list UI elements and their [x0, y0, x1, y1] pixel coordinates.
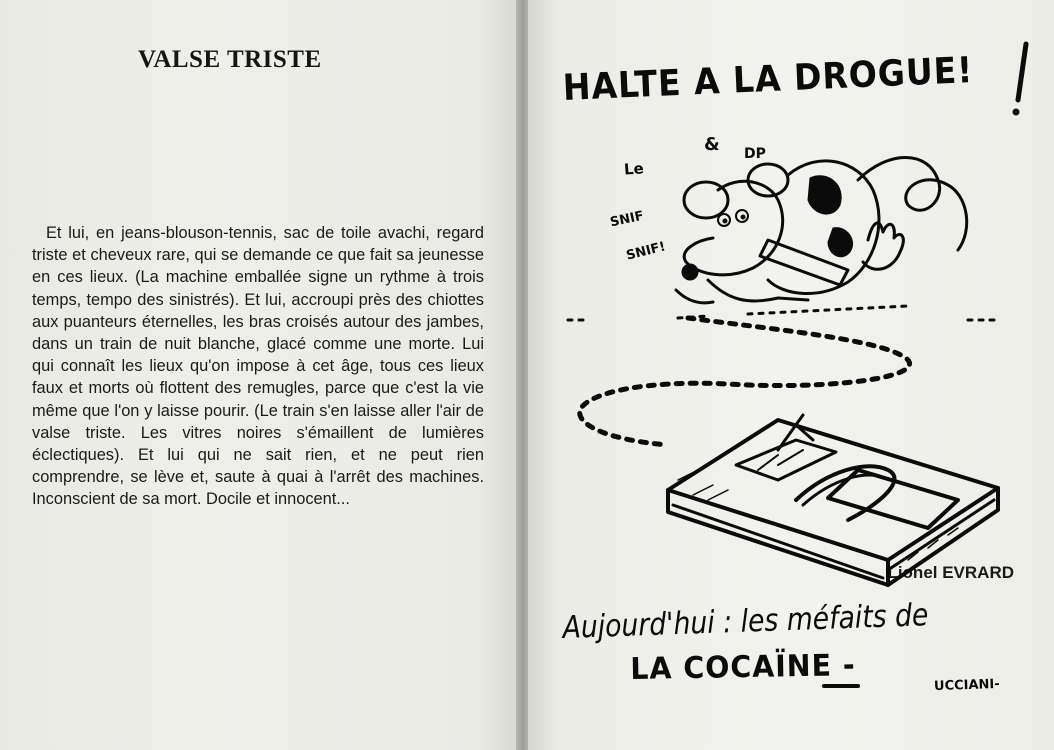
poem-title: VALSE TRISTE — [138, 46, 322, 73]
cartoonist-signature: UCCIANI- — [933, 676, 1000, 695]
trap-top — [668, 420, 998, 560]
rat-figure — [568, 158, 998, 321]
snif-text-1: SNIF — [608, 208, 646, 231]
cartoon-caption-line1: Aujourd'hui : les méfaits de — [562, 597, 929, 646]
rat-tail — [858, 158, 967, 251]
rat-nose — [682, 264, 698, 280]
exclamation-mark — [1018, 44, 1026, 100]
handwritten-dp: DP — [744, 146, 766, 162]
rat-raised-paw — [863, 223, 903, 269]
ground-line — [568, 306, 998, 320]
rat-ear-left — [684, 182, 728, 218]
rat-arm — [708, 280, 808, 301]
snif-text-2: SNIF! — [624, 239, 668, 264]
handwritten-le: Le — [623, 159, 645, 179]
mouse-trap — [668, 415, 998, 585]
poem-author: Lionel EVRARD — [887, 563, 1014, 582]
rat-ear-right — [748, 164, 788, 196]
trap-side — [888, 488, 998, 585]
cartoon-caption-line2: LA COCAÏNE - — [630, 648, 856, 687]
show-through-text — [250, 700, 254, 718]
handwritten-ampersand: & — [704, 134, 720, 155]
powder-trail — [580, 318, 910, 445]
exclamation-dot — [1013, 109, 1019, 115]
poem-body: Et lui, en jeans-blouson-tennis, sac de toile avachi, regard triste et cheveux rare, qui se demande ce que fait sa jeunesse en ces lieux. (La machine emballée signe un rythme à trois temps, tempo des sinistrés). Et lui, accroupi près des chiottes aux puanteurs éternelles, les bras croisés autour des jambes, dans un train de nuit blanche, glacé comme une morte. Lui qui connaît les lieux qu'on impose à cet âge, tous ces lieux faux et morts où flottent des remugles, parce que c'est la vie même que l'on y laisse pourir. (Le train s'en laisse aller l'air de valse triste. Les vitres noires s'émaillent de lumières éclectiques). Et lui qui ne sait rien, et ne peut rien comprendre, se lève et, saute à quai à l'arrêt des machines. Inconscient de sa mort. Docile et innocent... — [32, 224, 484, 509]
cartoon-headline: HALTE A LA DROGUE! — [562, 50, 975, 109]
